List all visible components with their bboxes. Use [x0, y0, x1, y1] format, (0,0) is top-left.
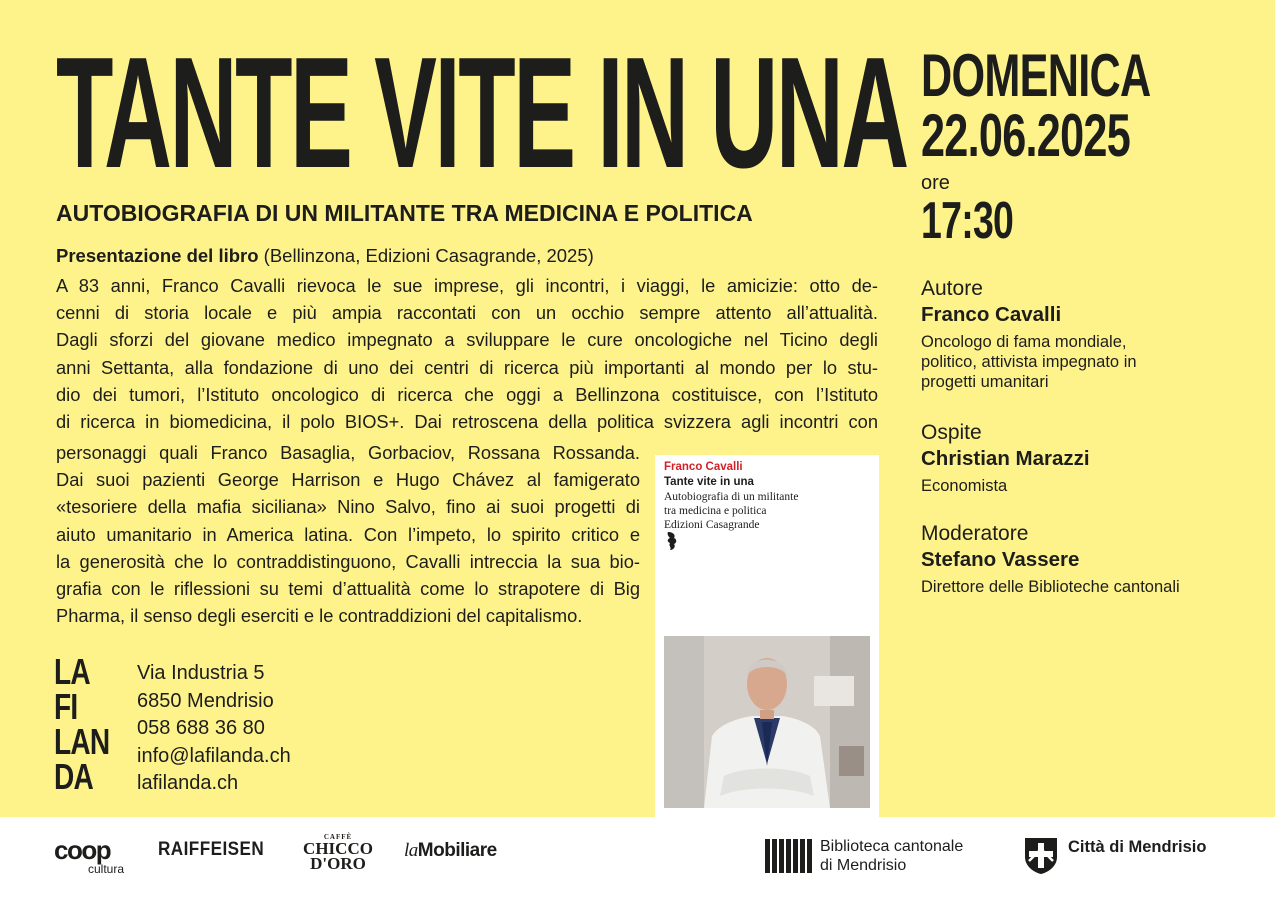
biblioteca-line2: di Mendrisio — [820, 857, 907, 874]
guest-name: Christian Marazzi — [921, 447, 1090, 470]
presentation-label: Presentazione del libro — [56, 245, 259, 266]
chicco-top: CAFFÈ — [323, 833, 353, 841]
author-desc — [921, 332, 1251, 392]
citta-mendrisio-text: Città di Mendrisio — [1068, 838, 1207, 856]
event-ore-label: ore — [921, 172, 950, 194]
description-line: anni Settanta, alla fondazione di uno dei centri di ricerca più importanti al mondo per lo stu- — [56, 356, 878, 378]
description-wide — [56, 272, 878, 435]
logo-line: LAN — [54, 721, 110, 762]
mobiliare-prefix: la — [404, 840, 418, 861]
venue-address — [137, 660, 291, 798]
guest-info — [921, 420, 1251, 496]
citta-mendrisio-logo — [1024, 837, 1206, 875]
coop-cultura-logo — [54, 837, 124, 875]
cover-subtitle-line: Edizioni Casagrande — [664, 519, 760, 531]
description-line: la generosità che lo contraddistinguono, Cavalli intreccia la sua bio- — [56, 550, 640, 572]
description-line: «tesoriere della mafia siciliana» Nino Salvo, fino ai suoi progetti di — [56, 496, 640, 518]
cover-subtitle-line: tra medicina e politica — [664, 505, 767, 517]
event-time: 17:30 — [921, 192, 1014, 250]
description-line: di ricerca in biomedicina, il polo BIOS+. Dai retroscena della politica svizzera agli incontri con — [56, 411, 878, 433]
event-day: DOMENICA — [921, 42, 1151, 109]
presentation-details: (Bellinzona, Edizioni Casagrande, 2025) — [263, 245, 594, 266]
author-desc-line: Oncologo di fama mondiale, — [921, 333, 1127, 351]
description-line: grafia con le riflessioni su temi d’attualità come lo strapotere di Big — [56, 578, 640, 600]
author-photo — [664, 636, 870, 808]
mobiliare-name: Mobiliare — [417, 840, 497, 861]
chicco-doro-logo — [297, 833, 379, 872]
description-line: dio dei tumori, l’Istituto oncologico di ricerca che oggi a Bellinzona costituisce, con l’Istituto — [56, 383, 878, 405]
sponsor-footer — [0, 817, 1275, 898]
biblioteca-text — [820, 837, 963, 875]
author-role: Autore — [921, 277, 983, 300]
guest-role: Ospite — [921, 421, 982, 444]
moderator-role: Moderatore — [921, 522, 1029, 545]
book-cover — [655, 455, 879, 817]
moderator-desc-line: Direttore delle Biblioteche cantonali — [921, 578, 1180, 596]
guest-desc — [921, 476, 1251, 496]
author-portrait-icon — [664, 636, 870, 808]
guest-desc-line: Economista — [921, 477, 1008, 495]
address-email[interactable]: info@lafilanda.ch — [137, 744, 291, 767]
poster-subtitle: AUTOBIOGRAFIA DI UN MILITANTE TRA MEDICINA E POLITICA — [56, 200, 753, 226]
chicco-line1: CHICCO — [303, 839, 373, 858]
event-date — [921, 42, 1151, 169]
description-line: A 83 anni, Franco Cavalli rievoca le sue imprese, gli incontri, i viaggi, le amicizie: otto de- — [56, 275, 878, 296]
description-line: Dagli sforzi del giovane medico impegnato a sviluppare le cure oncologiche nel Ticino degli — [56, 329, 878, 351]
la-filanda-logo — [54, 651, 116, 797]
address-city: 6850 Mendrisio — [137, 689, 274, 712]
publisher-mark-icon — [665, 531, 679, 551]
author-desc-line: progetti umanitari — [921, 373, 1049, 391]
description-line: Dai suoi pazienti George Harrison e Hugo Chávez al famigerato — [56, 469, 640, 491]
address-website[interactable]: lafilanda.ch — [137, 772, 239, 794]
description-narrow — [56, 439, 640, 629]
poster-title: TANTE VITE IN UNA — [56, 25, 907, 201]
logo-line: LA — [54, 651, 90, 692]
chicco-line2: D'ORO — [310, 854, 366, 873]
biblioteca-logo — [765, 837, 963, 875]
address-phone[interactable]: 058 688 36 80 — [137, 717, 265, 739]
logo-line: FI — [54, 686, 78, 727]
raiffeisen-logo: RAIFFEISEN — [158, 839, 265, 860]
description-line: cenni di storia locale e più ampia raccontati con un occhio sempre attento all’attualità. — [56, 302, 878, 324]
logo-line: DA — [54, 756, 93, 797]
coop-logo-name: coop — [54, 835, 111, 865]
moderator-desc — [921, 577, 1251, 597]
cover-subtitle-line: Autobiografia di un militante — [664, 491, 799, 503]
description-line: aiuto umanitario in America latina. Con l’impeto, lo spirito critico e — [56, 523, 640, 545]
presentation-line — [56, 243, 594, 269]
moderator-info — [921, 521, 1251, 597]
mendrisio-crest-icon — [1024, 837, 1058, 875]
moderator-name: Stefano Vassere — [921, 548, 1080, 571]
author-info — [921, 276, 1251, 392]
description-line: personaggi quali Franco Basaglia, Gorbaciov, Rossana Rossanda. — [56, 442, 640, 463]
author-name: Franco Cavalli — [921, 303, 1062, 326]
event-date-value: 22.06.2025 — [921, 102, 1131, 169]
biblioteca-bars-icon — [765, 839, 812, 873]
cover-author: Franco Cavalli — [664, 461, 743, 473]
address-street: Via Industria 5 — [137, 662, 265, 684]
la-mobiliare-logo — [404, 840, 497, 862]
cover-subtitle — [664, 490, 864, 532]
cover-title: Tante vite in una — [664, 476, 754, 488]
description-line: Pharma, il senso degli eserciti e le contraddizioni del capitalismo. — [56, 605, 583, 627]
biblioteca-line1: Biblioteca cantonale — [820, 838, 964, 855]
author-desc-line: politico, attivista impegnato in — [921, 353, 1137, 371]
coop-logo-sub: cultura — [88, 862, 125, 876]
